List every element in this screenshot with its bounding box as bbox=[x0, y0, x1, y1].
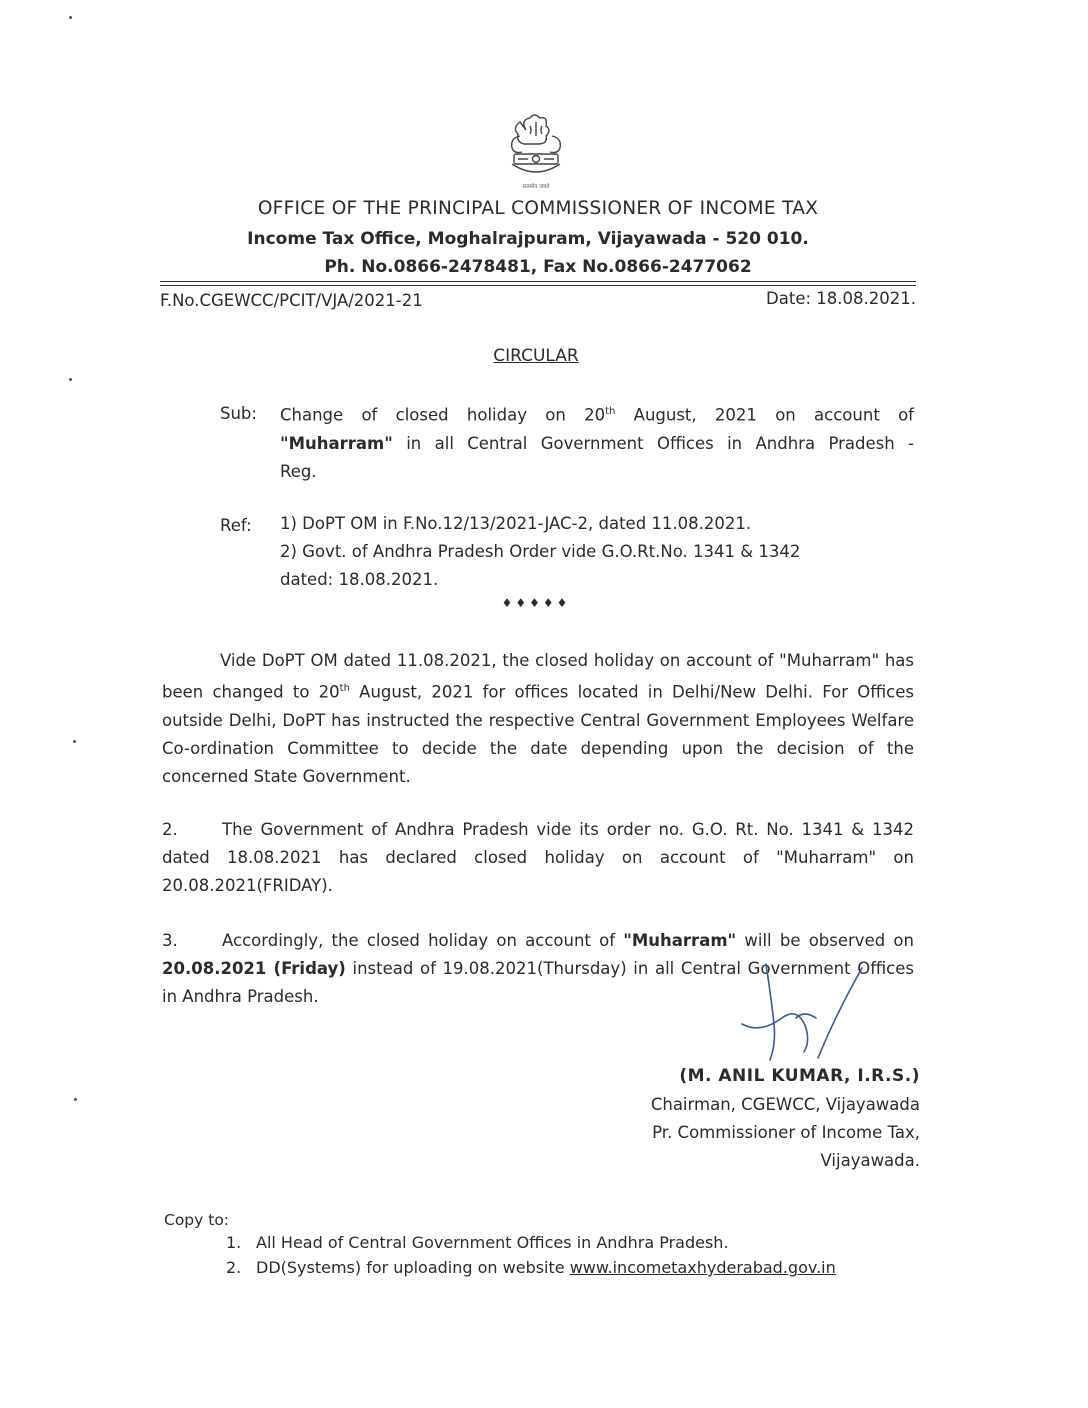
scan-mark bbox=[69, 378, 72, 381]
signatory-designation: Chairman, CGEWCC, Vijayawada bbox=[650, 1095, 920, 1114]
reference-item: dated: 18.08.2021. bbox=[280, 570, 439, 589]
signatory-designation: Pr. Commissioner of Income Tax, bbox=[652, 1123, 920, 1142]
emblem-caption: सत्यमेव जयते bbox=[522, 184, 550, 190]
subject-label: Sub: bbox=[220, 404, 257, 423]
reference-label: Ref: bbox=[220, 516, 252, 535]
signatory-name: (M. ANIL KUMAR, I.R.S.) bbox=[679, 1066, 920, 1086]
paragraph-1: Vide DoPT OM dated 11.08.2021, the closed holiday on account of "Muharram" has been changed to 20th August, 2021 for offices located in Delhi/New Delhi. For Offices outside Delhi, DoPT has instructed the respective Central Government Employees Welfare Co-ordination Committee to decide the date depending upon the decision of the concerned State Government. bbox=[162, 651, 914, 786]
subject-text: Change of closed holiday on 20th August, 2021 on account of "Muharram" in all Central Government Offices in Andhra Pradesh - Reg. bbox=[280, 405, 914, 481]
header-rule bbox=[160, 281, 916, 282]
file-number: F.No.CGEWCC/PCIT/VJA/2021-21 bbox=[160, 291, 423, 310]
scan-mark bbox=[74, 1098, 77, 1101]
office-address: Income Tax Office, Moghalrajpuram, Vijayawada - 520 010. bbox=[247, 229, 809, 249]
header-rule bbox=[160, 285, 916, 286]
scan-mark bbox=[69, 16, 72, 19]
circular-date: Date: 18.08.2021. bbox=[766, 289, 916, 308]
paragraph-3: 3. Accordingly, the closed holiday on account of "Muharram" will be observed on 20.08.2021 (Friday) instead of 19.08.2021(Thursday) in all Central Government Offices in Andhra Pradesh. bbox=[162, 931, 914, 1006]
national-emblem-icon bbox=[500, 112, 572, 194]
paragraph-2: 2. The Government of Andhra Pradesh vide its order no. G.O. Rt. No. 1341 & 1342 dated 18.08.2021 has declared closed holiday on account of "Muharram" on 20.08.2021(FRIDAY). bbox=[162, 820, 914, 895]
office-phone-fax: Ph. No.0866-2478481, Fax No.0866-2477062 bbox=[324, 257, 752, 277]
scan-mark bbox=[73, 740, 76, 743]
separator-diamonds: ♦♦♦♦♦ bbox=[501, 596, 571, 610]
reference-item: 2) Govt. of Andhra Pradesh Order vide G.O.Rt.No. 1341 & 1342 bbox=[280, 542, 801, 561]
page-title: CIRCULAR bbox=[493, 346, 579, 366]
copy-item: 1. All Head of Central Government Offices in Andhra Pradesh. bbox=[226, 1233, 729, 1252]
signature-mark bbox=[728, 956, 878, 1066]
signatory-location: Vijayawada. bbox=[820, 1151, 920, 1170]
website-link[interactable]: www.incometaxhyderabad.gov.in bbox=[569, 1258, 836, 1277]
copy-item: 2. DD(Systems) for uploading on website www.incometaxhyderabad.gov.in bbox=[226, 1258, 836, 1277]
reference-item: 1) DoPT OM in F.No.12/13/2021-JAC-2, dated 11.08.2021. bbox=[280, 514, 752, 533]
office-title: OFFICE OF THE PRINCIPAL COMMISSIONER OF INCOME TAX bbox=[257, 198, 819, 219]
copy-to-label: Copy to: bbox=[164, 1211, 230, 1229]
reference-list bbox=[280, 510, 914, 594]
